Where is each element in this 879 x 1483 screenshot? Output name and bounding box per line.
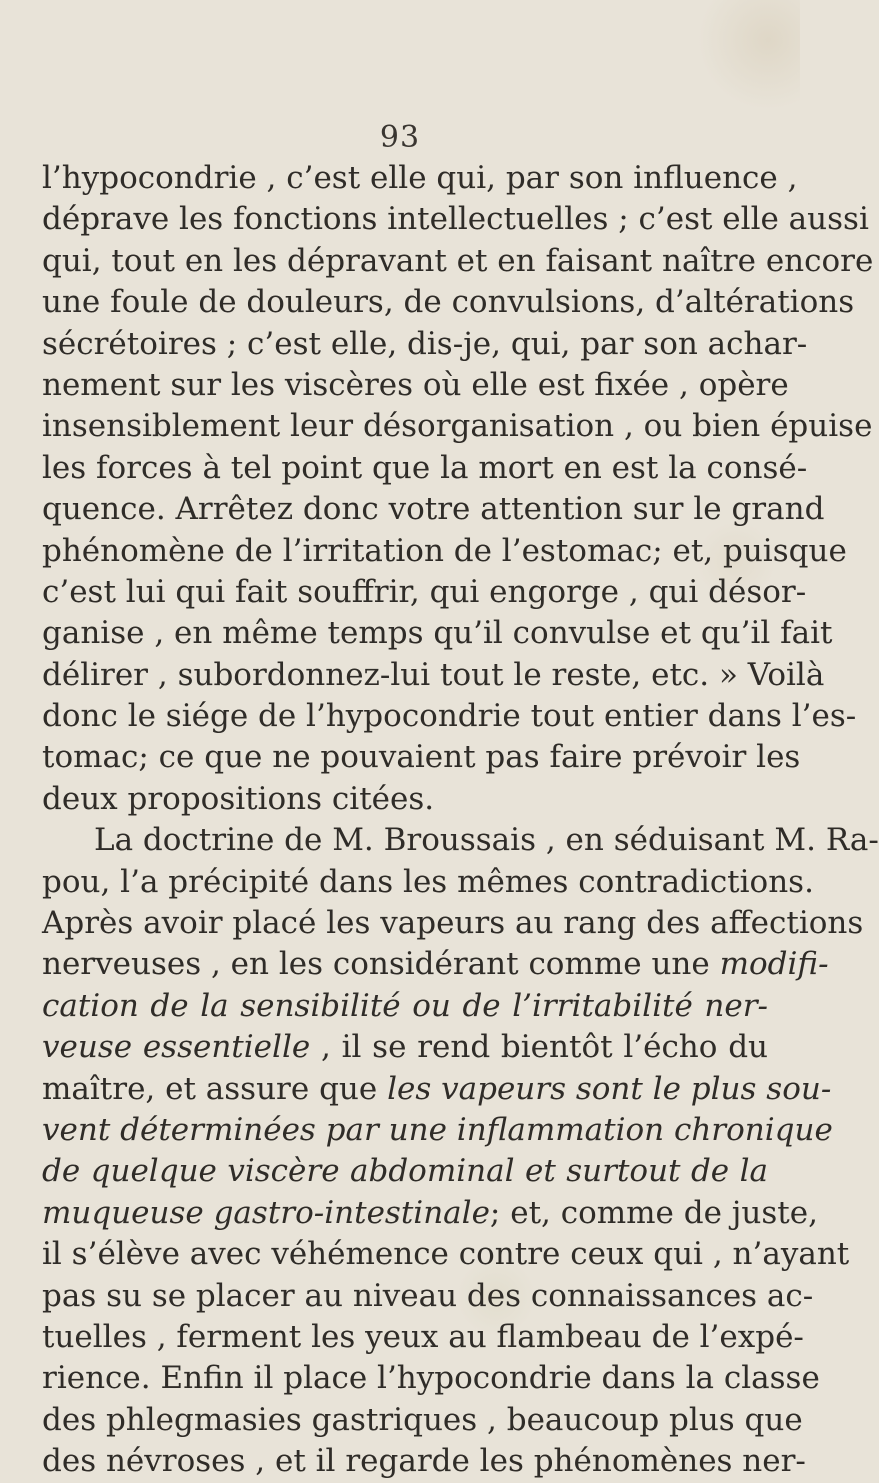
text-line: rience. Enfin il place l’hypocondrie dans la classe	[42, 1360, 820, 1397]
text-line: pas su se placer au niveau des connaissances ac-	[42, 1277, 814, 1314]
page-number: 93	[379, 120, 421, 155]
text-line: des phlegmasies gastriques , beaucoup plus que	[42, 1401, 803, 1438]
text-line: donc le siége de l’hypocondrie tout entier dans l’es-	[42, 698, 857, 735]
text-line: l’hypocondrie , c’est elle qui, par son influence ,	[42, 160, 798, 196]
text-line: une foule de douleurs, de convulsions, d’altérations	[42, 284, 855, 321]
text-line: tuelles , ferment les yeux au flambeau de l’expé-	[42, 1318, 804, 1355]
text-line: il s’élève avec véhémence contre ceux qui , n’ayant	[42, 1236, 850, 1273]
text-line: vent déterminées par une inflammation chronique	[42, 1111, 833, 1148]
text-line: c’est lui qui fait souffrir, qui engorge , qui désor-	[42, 573, 807, 610]
text-line: nerveuses , en les considérant comme une modifi-	[42, 946, 829, 983]
body-text	[42, 158, 879, 1483]
text-line: phénomène de l’irritation de l’estomac; et, puisque	[42, 532, 847, 569]
text-line: La doctrine de M. Broussais , en séduisant M. Ra-	[94, 822, 879, 859]
text-line: pou, l’a précipité dans les mêmes contradictions.	[42, 863, 814, 900]
text-line: qui, tout en les dépravant et en faisant naître encore	[42, 242, 874, 279]
text-line: deux propositions citées.	[42, 780, 435, 817]
text-line: sécrétoires ; c’est elle, dis-je, qui, par son achar-	[42, 325, 808, 362]
text-line: maître, et assure que les vapeurs sont le plus sou-	[42, 1070, 832, 1107]
text-line: ganise , en même temps qu’il convulse et qu’il fait	[42, 615, 833, 652]
text-line: déprave les fonctions intellectuelles ; c’est elle aussi	[42, 201, 869, 238]
text-line: quence. Arrêtez donc votre attention sur le grand	[42, 491, 825, 528]
text-line: délirer , subordonnez-lui tout le reste, etc. » Voilà	[42, 656, 825, 693]
text-line: insensiblement leur désorganisation , ou bien épuise	[42, 408, 873, 445]
text-line: muqueuse gastro-intestinale; et, comme de juste,	[42, 1194, 818, 1231]
text-line: cation de la sensibilité ou de l’irritabilité ner-	[42, 987, 768, 1024]
text-line: de quelque viscère abdominal et surtout de la	[42, 1153, 768, 1190]
text-line: les forces à tel point que la mort en est la consé-	[42, 449, 808, 486]
text-line: Après avoir placé les vapeurs au rang des affections	[42, 905, 864, 942]
text-line: des névroses , et il regarde les phénomènes ner-	[42, 1443, 806, 1480]
text-line: veuse essentielle , il se rend bientôt l’écho du	[42, 1029, 769, 1066]
text-line: tomac; ce que ne pouvaient pas faire prévoir les	[42, 739, 801, 776]
text-line: nement sur les viscères où elle est fixée , opère	[42, 366, 789, 403]
